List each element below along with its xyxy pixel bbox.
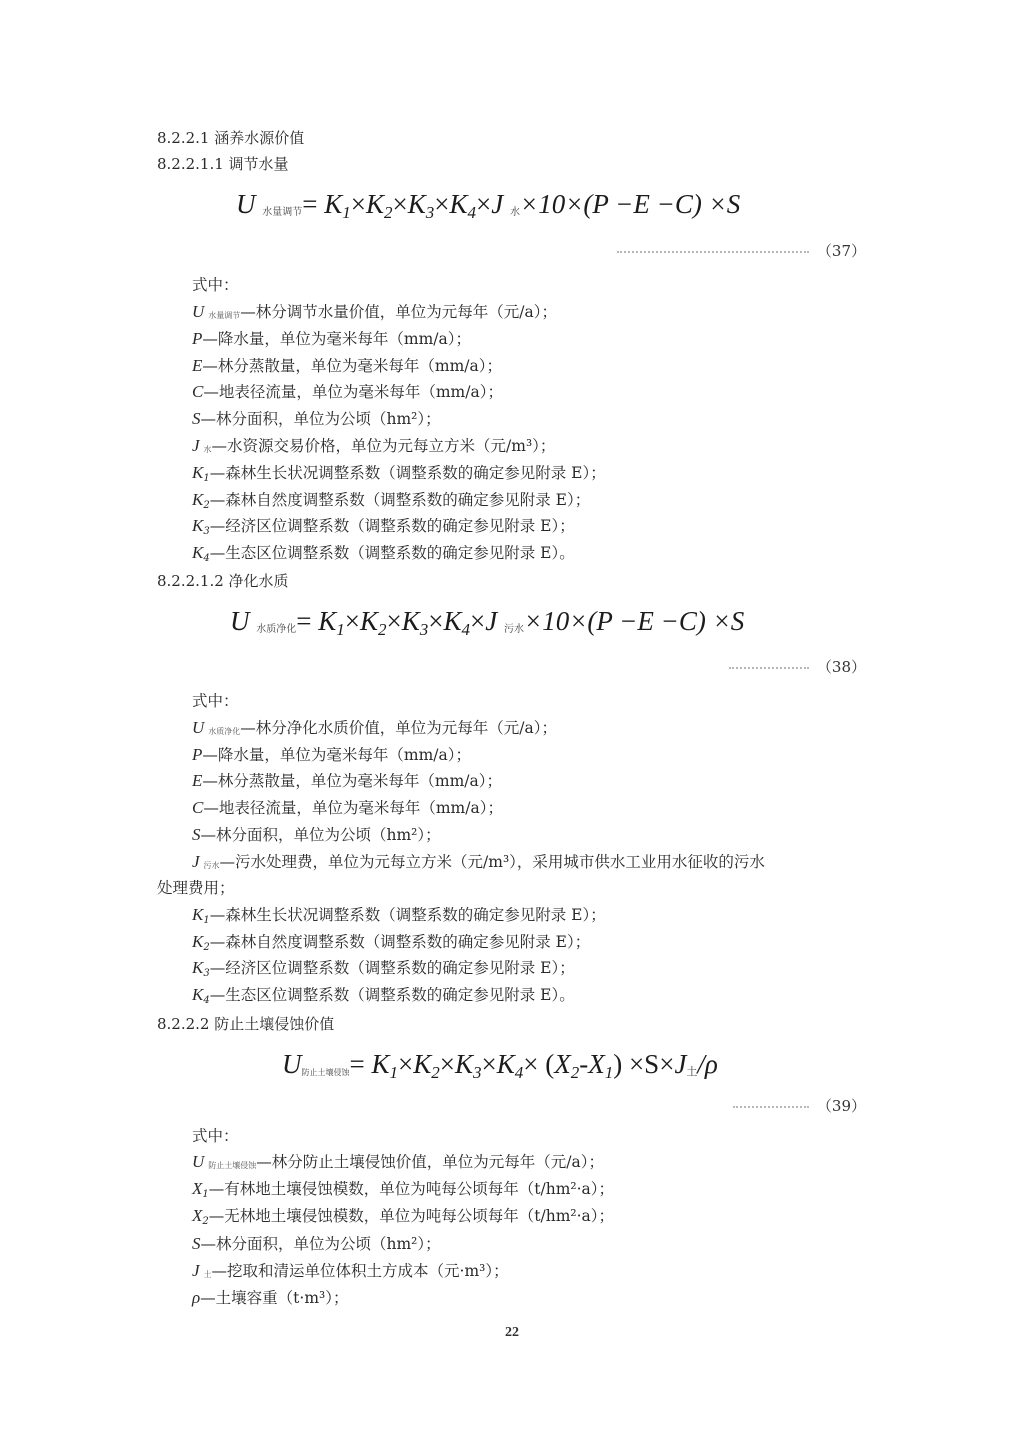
variable-subscript: 4 — [203, 995, 210, 1006]
equals-sign: = — [302, 189, 325, 219]
variable-symbol: X — [192, 1179, 203, 1199]
definition-row — [192, 436, 555, 460]
variable-symbol: K — [192, 931, 204, 951]
formula-subscript: 水量调节 — [262, 207, 303, 218]
definition-text: —林分蒸散量，单位为毫米每年（mm/a）； — [202, 356, 503, 375]
definition-text: —降水量，单位为毫米每年（mm/a）； — [202, 745, 472, 764]
times-sign: × — [434, 189, 450, 219]
definition-row — [192, 1288, 349, 1308]
formula-subscript: 2 — [384, 203, 393, 222]
times-sign: × — [439, 1049, 455, 1079]
definition-row — [192, 825, 441, 845]
formula-subscript: 2 — [378, 620, 387, 639]
section-heading-8-2-2-1-2: 8.2.2.1.2 净化水质 — [157, 572, 289, 590]
formula-symbol: K — [407, 189, 426, 219]
definition-text: —生态区位调整系数（调整系数的确定参见附录 E）。 — [209, 986, 575, 1004]
variable-subscript: 污水 — [203, 860, 220, 870]
equation-number-label: （37） — [816, 242, 866, 260]
definition-text: —森林自然度调整系数（调整系数的确定参见附录 E）； — [209, 932, 591, 951]
definition-row — [192, 958, 575, 984]
formula-symbol: K — [324, 189, 343, 219]
equation-number-38 — [729, 658, 866, 676]
formula-subscript: 2 — [570, 1063, 580, 1082]
formula-symbol: K — [443, 606, 462, 636]
formula-symbol: K — [318, 606, 337, 636]
definition-row — [192, 302, 557, 326]
equation-number-39 — [733, 1097, 866, 1115]
definition-continuation: 处理费用； — [157, 879, 235, 898]
variable-symbol: J — [192, 1260, 200, 1280]
formula-symbol: U — [236, 189, 256, 219]
definition-text: —林分防止土壤侵蚀价值，单位为元每年（元/a）； — [256, 1153, 604, 1171]
variable-symbol: K — [192, 904, 204, 924]
section-heading-8-2-2-1-1: 8.2.2.1.1 调节水量 — [157, 155, 289, 173]
definition-text: —降水量，单位为毫米每年（mm/a）； — [202, 329, 472, 348]
times-sign: × — [392, 189, 408, 219]
formula-37 — [236, 188, 740, 229]
section-heading-8-2-2-2: 8.2.2.2 防止土壤侵蚀价值 — [157, 1015, 335, 1033]
formula-subscript: 1 — [336, 620, 345, 639]
variable-subscript: 水 — [203, 445, 212, 454]
formula-subscript: 水 — [509, 207, 520, 218]
variable-symbol: S — [192, 409, 201, 429]
definition-text: —林分蒸散量，单位为毫米每年（mm/a）； — [202, 772, 503, 791]
variable-symbol: X — [192, 1206, 203, 1226]
variable-subscript: 1 — [203, 472, 210, 484]
variable-symbol: E — [192, 355, 203, 375]
variable-subscript: 2 — [203, 499, 210, 511]
definition-text: —水资源交易价格，单位为元每立方米（元/m³）； — [211, 437, 556, 455]
variable-symbol: C — [192, 382, 204, 402]
times-sign: × — [386, 606, 402, 636]
formula-symbol: K — [413, 1049, 432, 1079]
definition-row — [192, 516, 575, 542]
formula-subscript: 3 — [419, 620, 429, 639]
variable-symbol: C — [192, 798, 204, 818]
definition-row — [192, 932, 590, 958]
variable-symbol: S — [192, 824, 201, 844]
variable-symbol: U — [192, 718, 205, 737]
formula-subscript: 1 — [389, 1063, 398, 1082]
times-sign: × — [350, 189, 366, 219]
formula-symbol: K — [365, 189, 384, 219]
formula-symbol: K — [401, 606, 420, 636]
formula-subscript: 土 — [686, 1065, 698, 1078]
variable-subscript: 2 — [203, 941, 210, 953]
page-number: 22 — [505, 1325, 519, 1340]
definition-text: —地表径流量，单位为毫米每年（mm/a）； — [203, 799, 503, 818]
formula-symbol: K — [454, 1049, 473, 1079]
definition-row — [192, 409, 441, 429]
section-heading-8-2-2-1: 8.2.2.1 涵养水源价值 — [157, 129, 305, 147]
formula-symbol: U — [230, 606, 250, 636]
formula-subscript: 防止土壤侵蚀 — [301, 1068, 350, 1077]
formula-subscript: 1 — [342, 203, 351, 222]
definition-text: —林分净化水质价值，单位为元每年（元/a）； — [240, 719, 557, 737]
definition-text: —森林生长状况调整系数（调整系数的确定参见附录 E）； — [209, 463, 606, 482]
definition-row — [192, 329, 471, 349]
variable-subscript: 3 — [203, 968, 210, 980]
variable-subscript: 水量调节 — [208, 311, 241, 320]
definition-row — [192, 382, 503, 402]
where-label: 式中： — [192, 1127, 239, 1145]
formula-subscript: 4 — [467, 203, 476, 222]
variable-subscript: 2 — [202, 1216, 209, 1228]
equation-number-label: （38） — [816, 658, 866, 676]
definition-row — [192, 543, 575, 569]
formula-subscript: 3 — [425, 203, 435, 222]
definition-text: —林分面积，单位为公顷（hm²）； — [200, 825, 441, 844]
times-sign: × — [398, 1049, 414, 1079]
formula-symbol: K — [449, 189, 468, 219]
definition-row — [192, 1206, 614, 1232]
formula-subscript: 污水 — [503, 624, 524, 635]
equals-sign: = — [349, 1049, 372, 1079]
variable-symbol: ρ — [192, 1288, 201, 1307]
formula-38 — [230, 605, 744, 646]
formula-symbol: J — [491, 189, 504, 219]
definition-row — [192, 1152, 604, 1176]
definition-text: —森林生长状况调整系数（调整系数的确定参见附录 E）； — [209, 905, 606, 924]
equals-sign: = — [296, 606, 319, 636]
formula-symbol: K — [359, 606, 378, 636]
formula-tail: /ρ — [697, 1049, 718, 1079]
variable-symbol: E — [192, 771, 203, 791]
times-sign: × — [344, 606, 360, 636]
dotted-leader — [733, 1106, 809, 1108]
times-sign: × — [481, 1049, 497, 1079]
formula-symbol: K — [371, 1049, 390, 1079]
formula-symbol: J — [485, 606, 498, 636]
variable-subscript: 3 — [203, 526, 210, 538]
variable-symbol: J — [192, 851, 200, 871]
definition-row — [192, 356, 502, 376]
definition-text: —挖取和清运单位体积土方成本（元·m³）； — [211, 1261, 509, 1280]
formula-symbol: J — [674, 1049, 687, 1079]
definition-row — [192, 905, 606, 931]
formula-symbol: X — [554, 1049, 571, 1079]
formula-symbol: K — [496, 1049, 515, 1079]
definition-row — [192, 718, 557, 742]
formula-subscript: 4 — [514, 1063, 524, 1082]
formula-subscript: 4 — [461, 620, 470, 639]
where-label: 式中： — [192, 276, 239, 294]
definition-text: —林分面积，单位为公顷（hm²）； — [200, 1234, 441, 1253]
variable-symbol: U — [192, 302, 205, 321]
times-sign: × — [428, 606, 444, 636]
formula-mid: ) ×S× — [613, 1049, 675, 1079]
definition-text: —无林地土壤侵蚀模数，单位为吨每公顷每年（t/hm²·a）； — [208, 1207, 615, 1226]
variable-subscript: 水质净化 — [208, 727, 241, 736]
variable-symbol: P — [192, 328, 203, 348]
formula-symbol: U — [282, 1049, 302, 1079]
definition-text: —林分面积，单位为公顷（hm²）； — [200, 410, 441, 429]
definition-row — [192, 490, 590, 516]
variable-symbol: K — [192, 516, 204, 536]
formula-subscript: 2 — [431, 1063, 440, 1082]
variable-symbol: S — [192, 1233, 201, 1253]
definition-row — [192, 463, 606, 489]
definition-row — [192, 985, 575, 1011]
formula-symbol: X — [588, 1049, 605, 1079]
definition-text: —土壤容重（t·m³）； — [200, 1289, 349, 1307]
definition-text: —污水处理费，单位为元每立方米（元/m³），采用城市供水工业用水征收的污水 — [219, 852, 765, 871]
equation-number-37 — [617, 242, 866, 260]
formula-tail: ×10×(P −E −C) ×S — [523, 606, 745, 636]
variable-subscript: 土 — [203, 1269, 212, 1279]
definition-row — [192, 852, 765, 876]
definition-text: —有林地土壤侵蚀模数，单位为吨每公顷每年（t/hm²·a）； — [208, 1180, 615, 1199]
variable-symbol: K — [192, 543, 204, 563]
variable-subscript: 4 — [203, 553, 210, 565]
equation-number-label: （39） — [816, 1097, 866, 1115]
definition-text: —森林自然度调整系数（调整系数的确定参见附录 E）； — [209, 490, 591, 509]
variable-symbol: K — [192, 985, 204, 1004]
definition-text: —林分调节水量价值，单位为元每年（元/a）； — [240, 303, 557, 321]
variable-symbol: P — [192, 744, 203, 764]
definition-text: —经济区位调整系数（调整系数的确定参见附录 E）； — [209, 517, 575, 536]
times-sign: × — [476, 189, 492, 219]
formula-subscript: 3 — [473, 1063, 482, 1082]
definition-row — [192, 745, 471, 765]
where-label: 式中： — [192, 692, 239, 710]
variable-subscript: 1 — [203, 914, 210, 926]
variable-symbol: J — [192, 436, 200, 455]
variable-subscript: 1 — [202, 1189, 209, 1201]
formula-subscript: 1 — [604, 1063, 614, 1082]
formula-tail: ×10×(P −E −C) ×S — [519, 189, 741, 219]
dotted-leader — [617, 251, 809, 253]
variable-symbol: K — [192, 489, 204, 509]
definition-row — [192, 798, 503, 818]
variable-symbol: U — [192, 1152, 205, 1171]
definition-text: —经济区位调整系数（调整系数的确定参见附录 E）； — [209, 959, 575, 978]
variable-symbol: K — [192, 462, 204, 482]
definition-row — [192, 1234, 441, 1254]
minus-sign: - — [579, 1049, 589, 1079]
formula-subscript: 水质净化 — [256, 624, 297, 635]
definition-row — [192, 1261, 509, 1285]
times-sign: × — [470, 606, 486, 636]
times-paren: × ( — [523, 1049, 555, 1079]
dotted-leader — [729, 667, 809, 669]
definition-row — [192, 771, 502, 791]
definition-row — [192, 1179, 614, 1205]
variable-subscript: 防止土壤侵蚀 — [208, 1161, 257, 1170]
definition-text: —地表径流量，单位为毫米每年（mm/a）； — [203, 383, 503, 402]
definition-text: —生态区位调整系数（调整系数的确定参见附录 E）。 — [209, 544, 575, 563]
formula-39 — [282, 1048, 718, 1089]
variable-symbol: K — [192, 958, 204, 978]
